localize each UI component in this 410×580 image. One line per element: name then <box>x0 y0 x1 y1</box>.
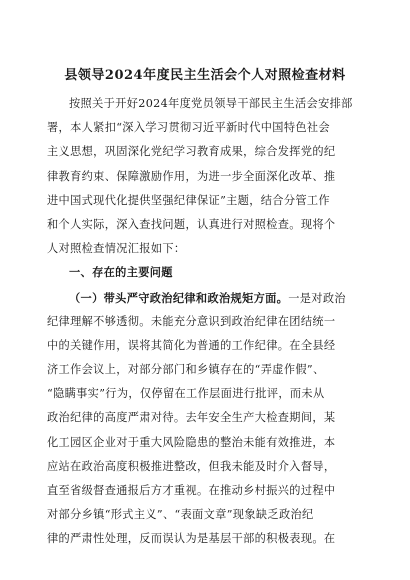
paragraph-line: 人对照检查情况汇报如下： <box>47 242 186 256</box>
paragraph-line: 主义思想，巩固深化党纪学习教育成果，综合发挥党的纪 <box>47 145 336 159</box>
paragraph-line: 纪律理解不够透彻。未能充分意识到政治纪律在团结统一 <box>47 314 336 328</box>
subsection-line <box>47 286 365 310</box>
paragraph-line: 律的严肃性处理，反而误认为是基层干部的积极表现。在 <box>47 532 336 546</box>
paragraph-line: “隐瞒事实”行为，仅停留在工作层面进行批评，而未从 <box>47 387 325 401</box>
paragraph-line: 和个人实际，深入查找问题，认真进行对照检查。现将个 <box>47 217 336 231</box>
document-title: 县领导2024年度民主生活会个人对照检查材料 <box>64 68 346 83</box>
paragraph-line: 按照关于开好2024年度党员领导干部民主生活会安排部 <box>69 97 353 110</box>
paragraph-line: 济工作会议上，对部分部门和乡镇存在的“弄虚作假”、 <box>47 363 325 377</box>
subsection-heading: （一）带头严守政治纪律和政治规矩方面。 <box>69 290 289 305</box>
paragraph-line: 中的关键作用，误将其简化为普通的工作纪律。在全县经 <box>47 338 336 352</box>
document-body <box>47 92 365 552</box>
paragraph-line: 化工园区企业对于重大风险隐患的整治未能有效推进，本 <box>47 435 336 449</box>
paragraph-line: 对部分乡镇“形式主义”、“表面文章”现象缺乏政治纪 <box>47 508 314 522</box>
paragraph-line: 进中国式现代化提供坚强纪律保证”主题，结合分管工作 <box>47 193 330 207</box>
paragraph-line: 应站在政治高度积极推进整改，但我未能及时介入督导， <box>47 459 336 473</box>
paragraph-line: 直至省级督查通报后方才重视。在推动乡村振兴的过程中 <box>47 484 336 497</box>
section-heading: 一、存在的主要问题 <box>69 266 173 280</box>
paragraph-line: 署，本人紧扣“深入学习贯彻习近平新时代中国特色社会 <box>47 121 330 135</box>
subsection-text: 一是对政治 <box>288 291 346 305</box>
paragraph-line: 律教育约束、保障激励作用，为进一步全面深化改革、推 <box>47 169 336 183</box>
paragraph-line: 政治纪律的高度严肃对待。去年安全生产大检查期间，某 <box>47 411 336 425</box>
